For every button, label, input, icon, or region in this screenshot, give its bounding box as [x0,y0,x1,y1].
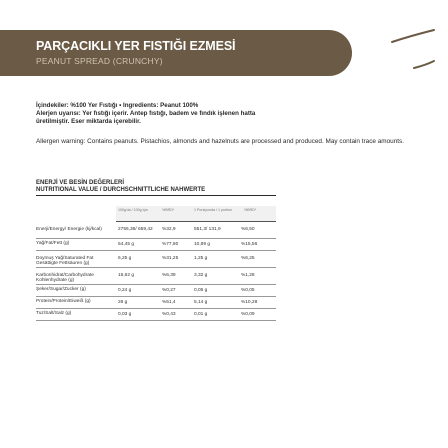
table-row [36,251,276,268]
row-pct-2: %6,25 [241,256,255,261]
row-name: Doymuş Yağ/Saturated Fat Gesättigte Fettsäuren (g) [36,256,94,266]
row-name: Karbonhidrat/Carbohydrate Kohlenhydrate (g) [36,273,94,283]
row-pct-2: %10,28 [241,300,258,305]
table-row [36,285,276,297]
row-name: Enerji/Energy/ Energie (kj/kcal) [36,227,102,232]
table-row [36,239,276,251]
row-per-100g: 0,24 g [118,288,132,293]
row-pct-2: %0,09 [241,312,255,317]
row-per-portion: 10,89 g [194,242,211,247]
header-pct-2: %BRD* [244,208,257,212]
header-pct: %BRD* [162,208,175,212]
row-per-portion: 551,3/ 131,9 [194,227,221,232]
row-pct: %0,27 [162,288,176,293]
row-per-100g: 26 g [118,300,128,305]
row-name: Tuz/Salt/Salz (g) [36,311,72,316]
row-pct-2: %1,28 [241,273,255,278]
nutrition-table [36,206,276,321]
row-per-portion: 3,32 g [194,273,208,278]
row-pct: %32,9 [162,227,176,232]
ingredients-line: İçindekiler: %100 Yer Fıstığı • Ingredients: Peanut 100% [36,102,199,109]
row-pct: %6,39 [162,273,176,278]
row-per-portion: 0,01 g [194,312,208,317]
row-pct: %31,25 [162,256,179,261]
row-pct: %77,80 [162,242,179,247]
row-name: Yağ/Fat/Fett (g) [36,241,70,246]
row-per-100g: 54,45 g [118,242,135,247]
product-banner [0,30,352,76]
table-row [36,222,276,239]
product-subtitle: PEANUT SPREAD (CRUNCHY) [36,56,163,66]
row-pct-2: %15,56 [241,242,258,247]
product-title: PARÇACIKLI YER FISTIĞI EZMESİ [36,39,236,53]
decorative-swoosh-icon [390,20,438,78]
table-row [36,309,276,321]
row-per-100g: 6,25 g [118,256,132,261]
table-row [36,268,276,285]
allergen-tr-line-2: üretilmiştir. Eser miktarda içerebilir. [36,118,141,125]
row-per-100g: 0,03 g [118,312,132,317]
nutrition-heading-tr: ENERJİ VE BESİN DEĞERLERİ [36,180,125,186]
nutrition-heading [36,180,276,196]
row-name: Protein/Protein/Eiweiß (g) [36,299,91,304]
row-pct-2: %6,50 [241,227,255,232]
row-pct: %51,4 [162,300,176,305]
row-name: Şeker/Sugar/Zucker (g) [36,287,86,292]
ingredients-block [36,102,436,126]
row-pct-2: %0,05 [241,288,255,293]
row-pct: %0,43 [162,312,176,317]
row-per-100g: 2756,36/ 659,42 [118,227,153,232]
allergen-warning: Allergen warning: Contains peanuts. Pistachios, almonds and hazelnuts are processed and produced. May contain trace amounts. [36,138,405,145]
row-per-portion: 1,25 g [194,256,208,261]
header-per-100g: 100g'da / 100g için [118,208,149,212]
row-per-portion: 5,14 g [194,300,208,305]
header-per-portion: 1 Porsiyonda / 1 portion [194,208,232,212]
row-per-100g: 16,62 g [118,273,135,278]
allergen-tr-line: Alerjen uyarısı: Yer fıstığı içerir. Antep fıstığı, badem ve fındık işlenen hatta [36,110,256,117]
table-row [36,297,276,309]
nutrition-heading-en: NUTRITIONAL VALUE / DURCHSCHNITTLICHE NAHWERTE [36,187,276,196]
row-per-portion: 0,05 g [194,288,208,293]
table-header [116,206,276,222]
